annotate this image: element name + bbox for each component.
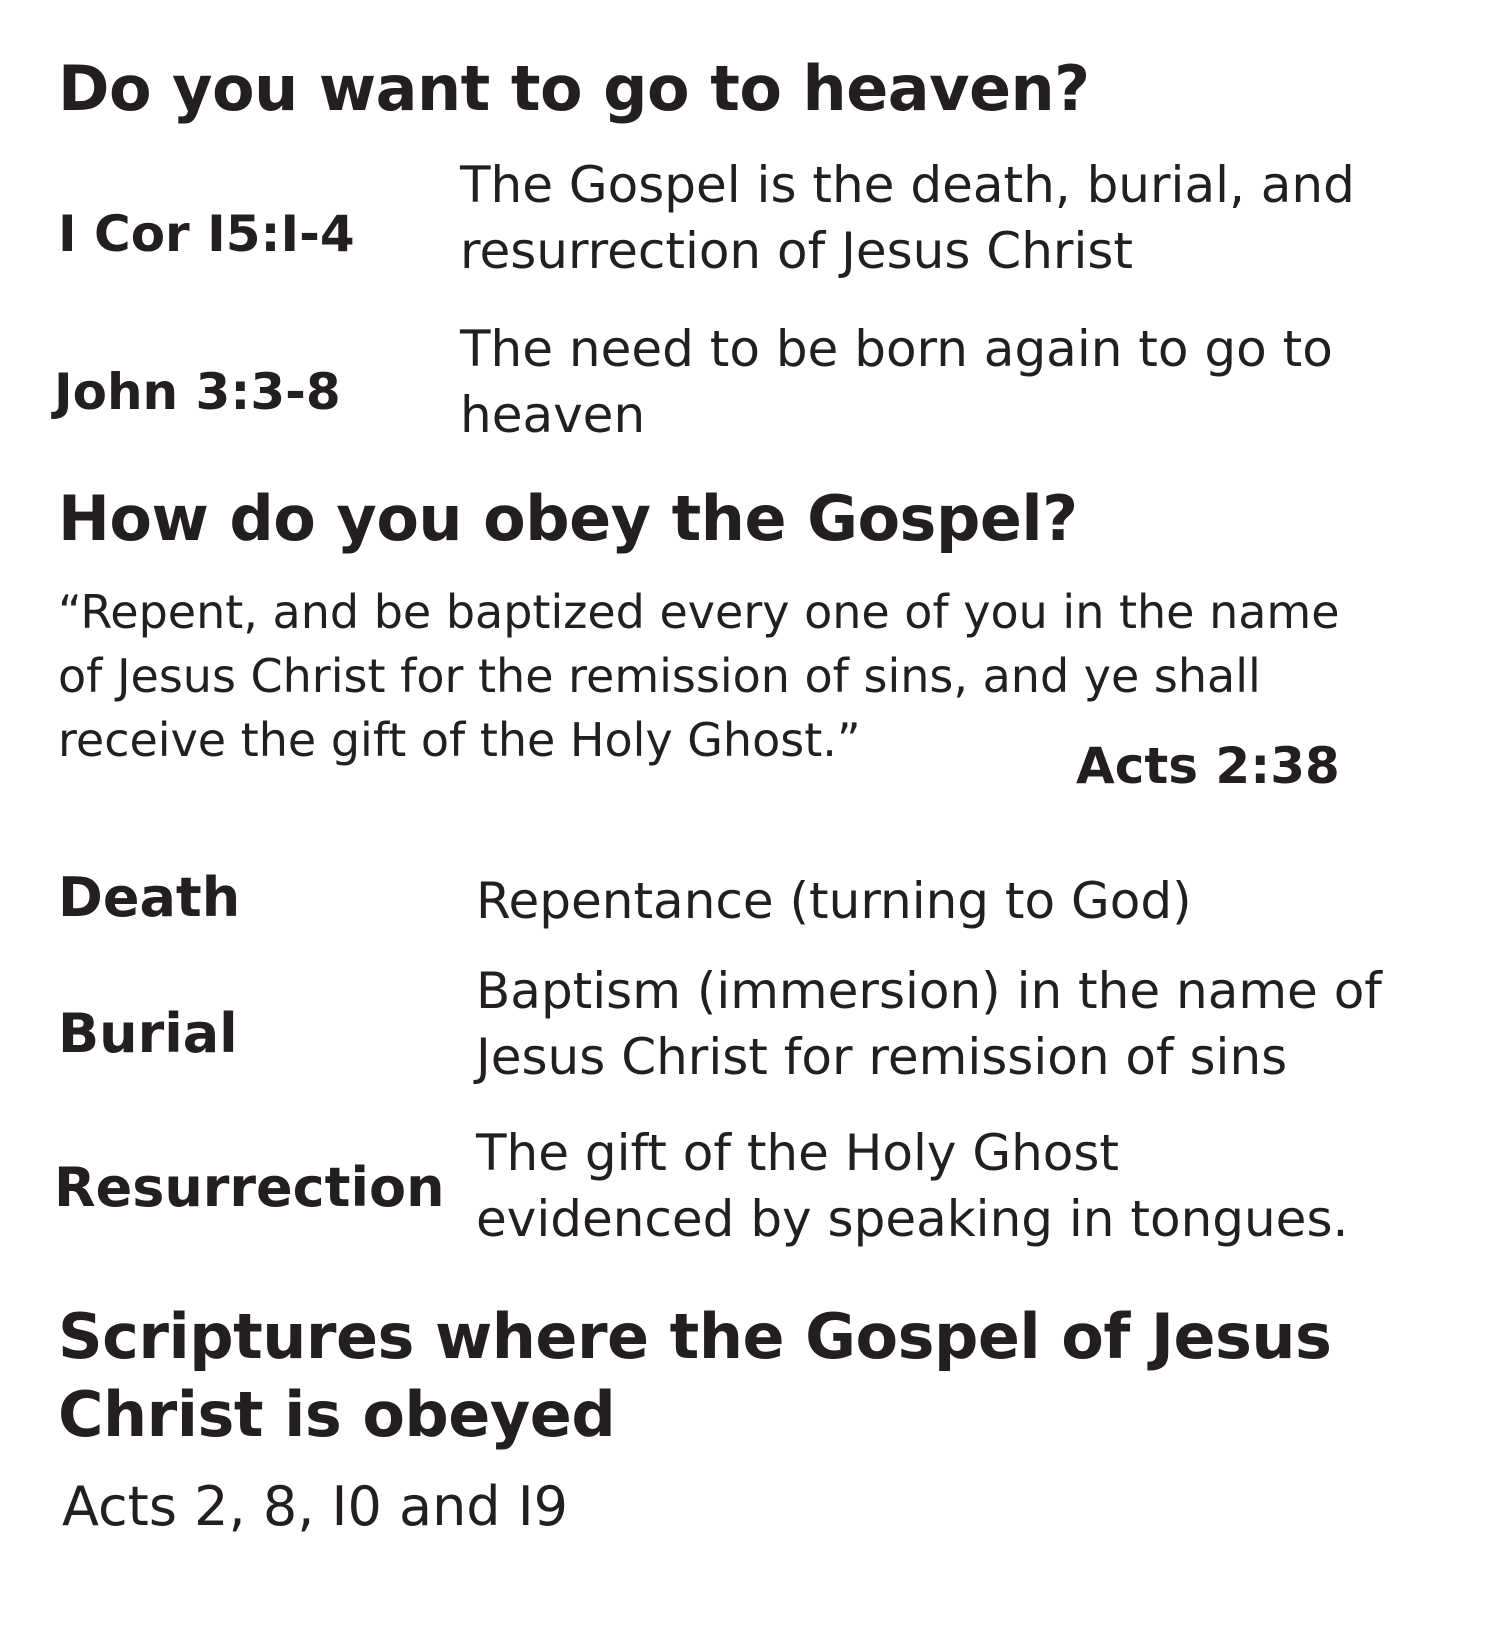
term-death: Death <box>58 866 241 929</box>
heading-heaven: Do you want to go to heaven? <box>58 52 1090 125</box>
description-gospel <box>460 152 1355 284</box>
scriptures-list: Acts 2, 8, I0 and I9 <box>62 1475 569 1538</box>
quote-line: receive the gift of the Holy Ghost.” <box>58 713 861 767</box>
description-line: resurrection of Jesus Christ <box>460 222 1133 280</box>
description-line: Jesus Christ for remission of sins <box>476 1028 1288 1086</box>
description-born-again <box>460 316 1333 448</box>
heading-line: Christ is obeyed <box>58 1378 616 1451</box>
term-resurrection: Resurrection <box>54 1156 445 1219</box>
quote-line: of Jesus Christ for the remission of sins, and ye shall <box>58 649 1261 703</box>
description-baptism <box>476 958 1382 1090</box>
description-repentance <box>476 868 1192 934</box>
reference-1-cor-15: I Cor I5:I-4 <box>58 205 355 263</box>
heading-scriptures <box>58 1298 1331 1454</box>
description-line: The Gospel is the death, burial, and <box>460 156 1355 214</box>
quote-line: “Repent, and be baptized every one of you in the name <box>58 585 1340 639</box>
description-holy-ghost <box>476 1120 1348 1252</box>
quote-reference: Acts 2:38 <box>1076 737 1340 795</box>
description-line: The gift of the Holy Ghost <box>476 1124 1120 1182</box>
description-line: heaven <box>460 386 646 444</box>
description-line: Repentance (turning to God) <box>476 872 1192 930</box>
heading-line: Scriptures where the Gospel of Jesus <box>58 1300 1332 1373</box>
description-line: evidenced by speaking in tongues. <box>476 1190 1349 1248</box>
description-line: Baptism (immersion) in the name of <box>476 962 1382 1020</box>
heading-obey: How do you obey the Gospel? <box>58 482 1078 555</box>
description-line: The need to be born again to go to <box>460 320 1333 378</box>
term-burial: Burial <box>58 1002 238 1065</box>
reference-john-3: John 3:3-8 <box>54 363 341 421</box>
